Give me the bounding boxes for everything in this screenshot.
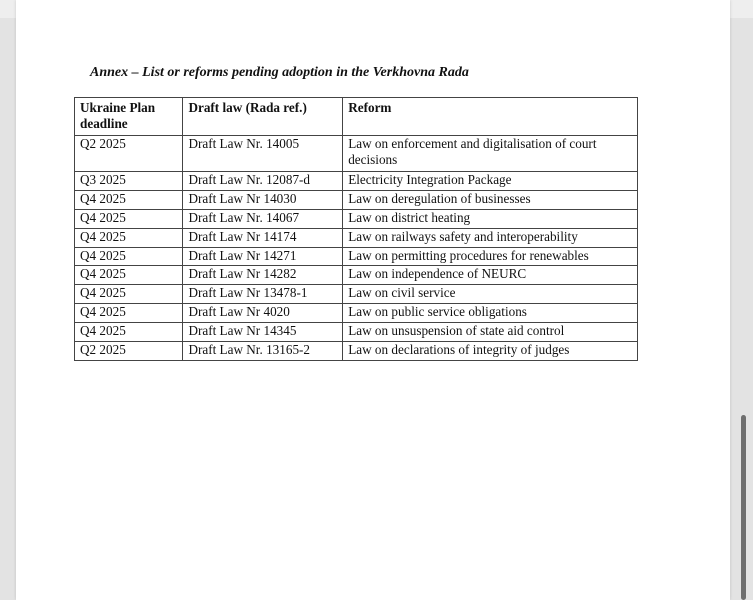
cell-reform: Electricity Integration Package	[343, 172, 638, 191]
cell-draft-law: Draft Law Nr 14174	[183, 228, 343, 247]
cell-deadline: Q2 2025	[75, 342, 183, 361]
cell-draft-law: Draft Law Nr. 14067	[183, 209, 343, 228]
table-row	[75, 136, 638, 172]
cell-draft-law: Draft Law Nr. 14005	[183, 136, 343, 172]
cell-draft-law: Draft Law Nr 14282	[183, 266, 343, 285]
annex-heading: Annex – List or reforms pending adoption in the Verkhovna Rada	[90, 65, 469, 80]
table-row	[75, 342, 638, 361]
table-row	[75, 190, 638, 209]
cell-draft-law: Draft Law Nr 13478-1	[183, 285, 343, 304]
cell-deadline: Q4 2025	[75, 247, 183, 266]
reforms-table	[74, 97, 638, 361]
cell-draft-law: Draft Law Nr 14271	[183, 247, 343, 266]
cell-deadline: Q4 2025	[75, 266, 183, 285]
cell-deadline: Q4 2025	[75, 190, 183, 209]
cell-deadline: Q4 2025	[75, 285, 183, 304]
cell-draft-law: Draft Law Nr. 12087-d	[183, 172, 343, 191]
table-row	[75, 228, 638, 247]
cell-reform: Law on enforcement and digitalisation of court decisions	[343, 136, 638, 172]
cell-deadline: Q2 2025	[75, 136, 183, 172]
cell-deadline: Q4 2025	[75, 209, 183, 228]
cell-reform: Law on declarations of integrity of judges	[343, 342, 638, 361]
cell-draft-law: Draft Law Nr 14345	[183, 323, 343, 342]
document-page	[16, 0, 730, 600]
cell-deadline: Q4 2025	[75, 228, 183, 247]
table-row	[75, 266, 638, 285]
header-reform: Reform	[343, 98, 638, 136]
cell-reform: Law on district heating	[343, 209, 638, 228]
cell-draft-law: Draft Law Nr. 13165-2	[183, 342, 343, 361]
cell-deadline: Q3 2025	[75, 172, 183, 191]
cell-reform: Law on permitting procedures for renewables	[343, 247, 638, 266]
cell-reform: Law on public service obligations	[343, 304, 638, 323]
header-deadline: Ukraine Plan deadline	[75, 98, 183, 136]
header-draft-law: Draft law (Rada ref.)	[183, 98, 343, 136]
cell-reform: Law on independence of NEURC	[343, 266, 638, 285]
cell-deadline: Q4 2025	[75, 304, 183, 323]
cell-reform: Law on deregulation of businesses	[343, 190, 638, 209]
vertical-scrollbar[interactable]	[741, 415, 746, 600]
table-row	[75, 172, 638, 191]
cell-reform: Law on civil service	[343, 285, 638, 304]
cell-deadline: Q4 2025	[75, 323, 183, 342]
table-row	[75, 247, 638, 266]
table-header-row	[75, 98, 638, 136]
table-row	[75, 209, 638, 228]
cell-reform: Law on railways safety and interoperability	[343, 228, 638, 247]
cell-draft-law: Draft Law Nr 4020	[183, 304, 343, 323]
cell-draft-law: Draft Law Nr 14030	[183, 190, 343, 209]
table-row	[75, 323, 638, 342]
cell-reform: Law on unsuspension of state aid control	[343, 323, 638, 342]
table-row	[75, 304, 638, 323]
table-row	[75, 285, 638, 304]
